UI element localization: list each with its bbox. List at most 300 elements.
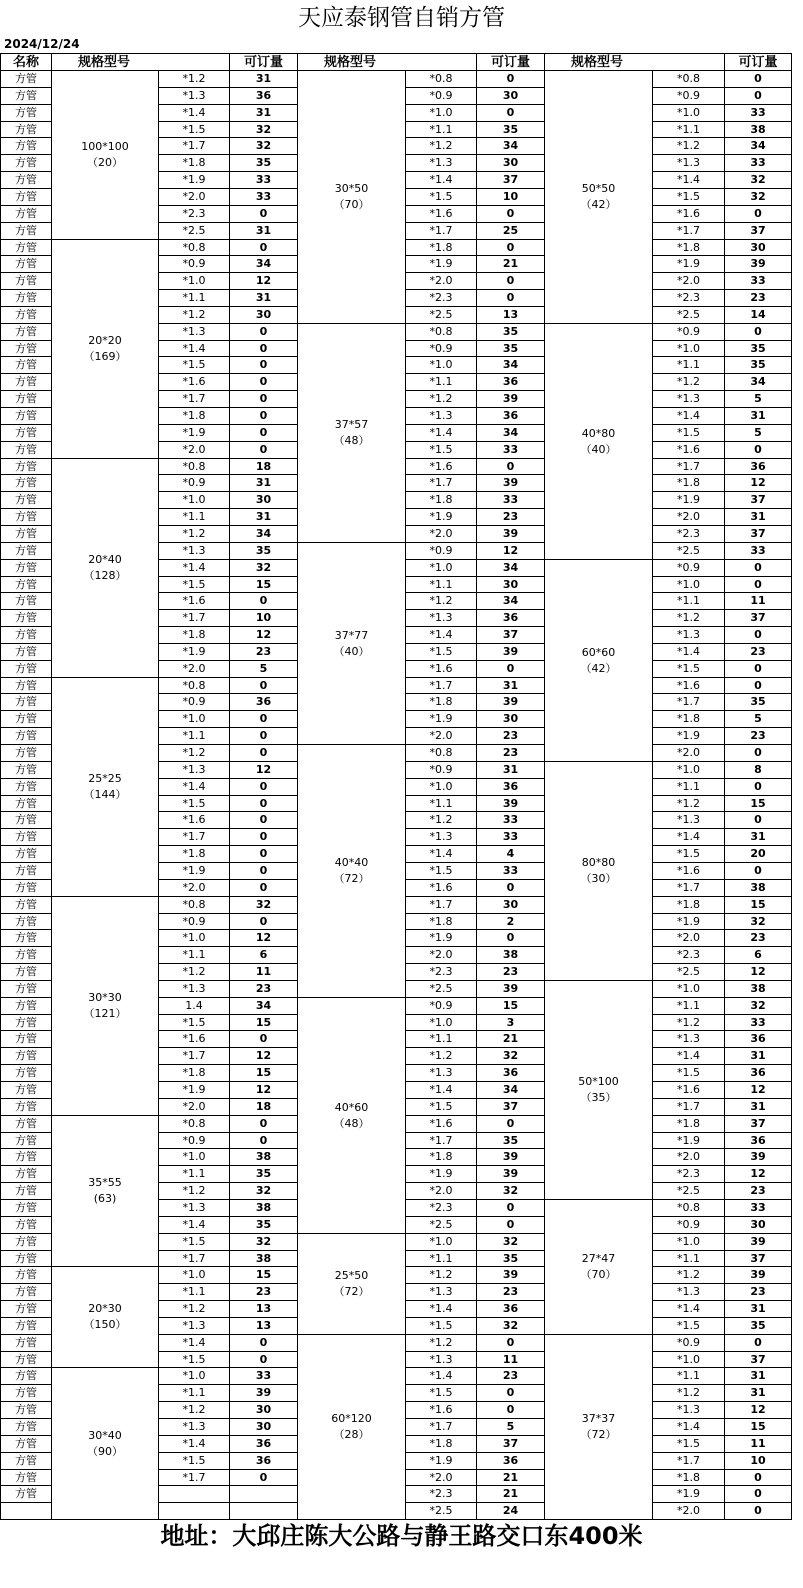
thickness-cell: *1.8 (159, 155, 230, 172)
quantity-cell: 0 (230, 391, 298, 408)
thickness-cell: *1.9 (653, 1486, 725, 1503)
quantity-cell: 0 (725, 1470, 792, 1486)
row-name: 方管 (0, 526, 52, 543)
size-group-20x20 (52, 240, 159, 459)
header-qty: 可订量 (230, 53, 298, 71)
thickness-cell: *1.9 (406, 930, 477, 947)
quantity-cell: 37 (725, 1116, 792, 1133)
row-name: 方管 (0, 1149, 52, 1166)
row-name: 方管 (0, 189, 52, 206)
quantity-cell: 15 (230, 1267, 298, 1284)
thickness-cell: *1.4 (653, 1301, 725, 1318)
quantity-cell: 30 (477, 897, 545, 914)
quantity-cell: 34 (725, 374, 792, 391)
thickness-cell: *1.3 (406, 1352, 477, 1368)
size-spec: 25*50 (334, 1269, 369, 1282)
thickness-cell: *1.8 (653, 1470, 725, 1486)
quantity-cell: 21 (477, 1470, 545, 1486)
row-name: 方管 (0, 1470, 52, 1486)
thickness-cell: *1.9 (653, 256, 725, 273)
thickness-cell: *1.2 (406, 1335, 477, 1352)
quantity-cell: 30 (477, 711, 545, 728)
thickness-cell: *1.4 (159, 341, 230, 357)
quantity-cell: 36 (477, 610, 545, 627)
thickness-cell: *1.2 (159, 1301, 230, 1318)
quantity-cell: 0 (230, 796, 298, 812)
quantity-cell: 38 (725, 981, 792, 998)
thickness-cell: *1.2 (653, 1015, 725, 1031)
thickness-cell: *0.8 (159, 1116, 230, 1133)
thickness-cell: *1.7 (406, 223, 477, 240)
quantity-cell: 32 (230, 1234, 298, 1251)
quantity-cell: 34 (477, 138, 545, 155)
quantity-cell: 12 (725, 1402, 792, 1419)
quantity-cell: 13 (230, 1318, 298, 1335)
thickness-cell: *1.2 (406, 138, 477, 155)
row-name: 方管 (0, 324, 52, 341)
quantity-cell: 11 (725, 1436, 792, 1453)
row-name: 方管 (0, 1133, 52, 1149)
thickness-cell: *1.3 (406, 1065, 477, 1082)
thickness-cell: *1.9 (406, 711, 477, 728)
quantity-cell: 35 (477, 324, 545, 341)
quantity-cell: 33 (477, 863, 545, 880)
thickness-cell: *0.9 (159, 475, 230, 492)
quantity-cell: 0 (230, 745, 298, 762)
row-name: 方管 (0, 172, 52, 189)
thickness-cell: *2.3 (406, 964, 477, 981)
row-name: 方管 (0, 1217, 52, 1234)
thickness-cell: *1.6 (653, 678, 725, 694)
size-spec: 30*50 (334, 182, 369, 195)
thickness-cell: *1.8 (406, 1149, 477, 1166)
thickness-cell: *0.9 (653, 324, 725, 341)
row-name: 方管 (0, 475, 52, 492)
thickness-cell: *2.5 (653, 964, 725, 981)
quantity-cell: 23 (725, 1183, 792, 1200)
thickness-cell: *1.0 (653, 762, 725, 779)
thickness-cell: *1.6 (159, 593, 230, 610)
row-name: 方管 (0, 509, 52, 526)
thickness-cell: *1.5 (653, 189, 725, 206)
thickness-cell: *1.8 (406, 914, 477, 930)
size-spec: 60*120 (331, 1412, 372, 1425)
thickness-cell: *1.4 (159, 1436, 230, 1453)
quantity-cell: 0 (230, 846, 298, 863)
quantity-cell: 37 (725, 223, 792, 240)
thickness-cell: *1.8 (406, 694, 477, 711)
row-name: 方管 (0, 256, 52, 273)
thickness-cell: *1.5 (653, 425, 725, 442)
quantity-cell: 37 (725, 1251, 792, 1267)
quantity-cell: 36 (230, 1436, 298, 1453)
size-group-30x30 (52, 897, 159, 1116)
quantity-cell: 34 (477, 1082, 545, 1099)
row-name: 方管 (0, 694, 52, 711)
thickness-cell: *1.0 (159, 492, 230, 509)
size-group-25x50 (298, 1234, 406, 1335)
quantity-cell: 31 (725, 1048, 792, 1065)
thickness-cell: *1.7 (653, 459, 725, 475)
row-name: 方管 (0, 307, 52, 324)
thickness-cell: *0.8 (406, 71, 477, 88)
quantity-cell: 31 (725, 509, 792, 526)
quantity-cell: 0 (230, 1031, 298, 1048)
quantity-cell: 36 (477, 1065, 545, 1082)
quantity-cell: 11 (230, 964, 298, 981)
thickness-cell: *1.2 (653, 1385, 725, 1402)
quantity-cell: 12 (230, 1048, 298, 1065)
quantity-cell: 30 (230, 492, 298, 509)
thickness-cell: *1.2 (653, 796, 725, 812)
quantity-cell: 18 (230, 459, 298, 475)
quantity-cell: 36 (230, 1453, 298, 1470)
thickness-cell: *0.8 (653, 1200, 725, 1217)
quantity-cell: 39 (477, 796, 545, 812)
thickness-cell: *1.3 (406, 829, 477, 846)
thickness-cell (159, 1486, 230, 1503)
thickness-cell: *1.3 (159, 762, 230, 779)
thickness-cell: *0.9 (406, 998, 477, 1015)
quantity-cell: 36 (477, 1301, 545, 1318)
size-count: （144） (83, 788, 127, 801)
row-name: 方管 (0, 560, 52, 577)
quantity-cell: 0 (477, 880, 545, 897)
quantity-cell: 39 (725, 1267, 792, 1284)
thickness-cell: *1.5 (159, 122, 230, 138)
address-footer (0, 1514, 803, 1558)
thickness-cell: *2.5 (653, 543, 725, 560)
quantity-cell: 15 (230, 1065, 298, 1082)
quantity-cell: 0 (230, 678, 298, 694)
row-name: 方管 (0, 357, 52, 374)
quantity-cell: 0 (477, 1402, 545, 1419)
thickness-cell: *1.7 (653, 694, 725, 711)
thickness-cell: *0.9 (406, 88, 477, 105)
thickness-cell: *1.0 (653, 981, 725, 998)
quantity-cell: 0 (725, 1486, 792, 1503)
thickness-cell: *1.7 (159, 138, 230, 155)
thickness-cell: *2.0 (653, 1149, 725, 1166)
row-name: 方管 (0, 930, 52, 947)
quantity-cell: 30 (725, 1217, 792, 1234)
quantity-cell: 0 (477, 661, 545, 678)
thickness-cell: *1.4 (653, 1419, 725, 1436)
quantity-cell: 0 (230, 341, 298, 357)
size-group-50x50 (545, 71, 653, 324)
thickness-cell: *0.9 (406, 543, 477, 560)
thickness-cell: *1.0 (653, 1234, 725, 1251)
thickness-cell: *1.6 (159, 1031, 230, 1048)
row-name: 方管 (0, 1486, 52, 1503)
thickness-cell: *1.7 (406, 897, 477, 914)
quantity-cell: 15 (725, 1419, 792, 1436)
header-qty: 可订量 (725, 53, 792, 71)
thickness-cell: *1.7 (653, 1099, 725, 1116)
thickness-cell: *1.6 (406, 1116, 477, 1133)
thickness-cell: *2.3 (406, 1486, 477, 1503)
quantity-cell: 14 (725, 307, 792, 324)
thickness-cell: *1.5 (653, 661, 725, 678)
quantity-cell: 21 (477, 1031, 545, 1048)
thickness-cell: *1.8 (406, 1436, 477, 1453)
thickness-cell: *1.1 (653, 122, 725, 138)
size-spec: 40*40 (334, 856, 369, 869)
thickness-cell: *1.3 (653, 1284, 725, 1301)
report-date: 2024/12/24 (4, 37, 80, 51)
quantity-cell: 37 (725, 492, 792, 509)
thickness-cell: *1.3 (159, 1200, 230, 1217)
size-count: （128） (83, 569, 127, 582)
quantity-cell: 37 (477, 1436, 545, 1453)
size-group-100x100 (52, 71, 159, 240)
quantity-cell: 38 (725, 880, 792, 897)
quantity-cell: 31 (230, 223, 298, 240)
thickness-cell: *1.5 (406, 1318, 477, 1335)
thickness-cell: *1.7 (159, 610, 230, 627)
thickness-cell: *1.6 (406, 661, 477, 678)
size-group-30x50 (298, 71, 406, 324)
thickness-cell: *1.4 (159, 1335, 230, 1352)
size-group-40x80 (545, 324, 653, 560)
row-name: 方管 (0, 1048, 52, 1065)
size-spec: 35*55 (88, 1176, 122, 1189)
row-name: 方管 (0, 796, 52, 812)
quantity-cell: 15 (477, 998, 545, 1015)
quantity-cell: 37 (477, 627, 545, 644)
size-count: （42） (580, 661, 617, 675)
thickness-cell: *2.3 (653, 1166, 725, 1183)
quantity-cell: 0 (725, 1335, 792, 1352)
size-group-25x25 (52, 678, 159, 897)
header-name: 名称 (0, 53, 52, 71)
quantity-cell: 10 (477, 189, 545, 206)
thickness-cell: *1.2 (653, 610, 725, 627)
quantity-cell: 0 (230, 593, 298, 610)
thickness-cell: *1.6 (406, 880, 477, 897)
quantity-cell: 15 (230, 1015, 298, 1031)
thickness-cell: *0.9 (653, 1335, 725, 1352)
quantity-cell: 23 (230, 981, 298, 998)
thickness-cell: *1.4 (653, 644, 725, 661)
thickness-cell: *1.1 (406, 374, 477, 391)
quantity-cell: 25 (477, 223, 545, 240)
quantity-cell: 0 (477, 930, 545, 947)
quantity-cell: 35 (725, 357, 792, 374)
thickness-cell: *1.6 (653, 1082, 725, 1099)
quantity-cell: 23 (477, 728, 545, 745)
size-count: （48） (333, 1116, 370, 1130)
thickness-cell: *1.5 (406, 863, 477, 880)
row-name: 方管 (0, 1301, 52, 1318)
quantity-cell: 0 (230, 914, 298, 930)
quantity-cell: 38 (477, 947, 545, 964)
size-spec: 50*50 (581, 182, 616, 195)
thickness-cell: *1.5 (406, 189, 477, 206)
quantity-cell: 39 (477, 981, 545, 998)
quantity-cell: 23 (725, 728, 792, 745)
thickness-cell: *1.9 (159, 172, 230, 189)
thickness-cell: *1.1 (653, 998, 725, 1015)
quantity-cell: 36 (725, 1031, 792, 1048)
thickness-cell: *1.4 (406, 172, 477, 189)
thickness-cell: *1.1 (653, 357, 725, 374)
quantity-cell: 30 (230, 1402, 298, 1419)
thickness-cell: *1.7 (653, 1453, 725, 1470)
thickness-cell: *1.6 (653, 206, 725, 223)
quantity-cell: 0 (725, 678, 792, 694)
size-count: （121） (83, 1007, 127, 1020)
size-spec: 50*100 (578, 1075, 619, 1088)
quantity-cell: 31 (477, 678, 545, 694)
quantity-cell: 0 (477, 240, 545, 256)
quantity-cell: 36 (230, 88, 298, 105)
thickness-cell: *0.8 (406, 745, 477, 762)
thickness-cell: *1.5 (159, 796, 230, 812)
quantity-cell: 0 (230, 863, 298, 880)
row-name: 方管 (0, 762, 52, 779)
size-group-80x80 (545, 762, 653, 981)
thickness-cell: *1.3 (159, 1318, 230, 1335)
thickness-cell: *2.0 (159, 1099, 230, 1116)
quantity-cell: 4 (477, 846, 545, 863)
row-name: 方管 (0, 998, 52, 1015)
size-spec: 27*47 (581, 1252, 616, 1265)
row-name: 方管 (0, 577, 52, 593)
quantity-cell: 38 (230, 1251, 298, 1267)
quantity-cell: 0 (230, 1116, 298, 1133)
quantity-cell: 32 (725, 172, 792, 189)
quantity-cell: 0 (230, 408, 298, 425)
thickness-cell: *1.2 (159, 1183, 230, 1200)
row-name: 方管 (0, 644, 52, 661)
thickness-cell: *1.3 (653, 1031, 725, 1048)
thickness-cell: *1.2 (159, 307, 230, 324)
thickness-cell: *1.8 (159, 627, 230, 644)
thickness-cell: *1.7 (406, 678, 477, 694)
row-name: 方管 (0, 290, 52, 307)
thickness-cell: *1.8 (653, 1116, 725, 1133)
thickness-cell: *0.8 (653, 71, 725, 88)
quantity-cell: 10 (725, 1453, 792, 1470)
row-name: 方管 (0, 711, 52, 728)
thickness-cell: *1.0 (159, 1149, 230, 1166)
thickness-cell: *1.4 (406, 627, 477, 644)
size-group-60x120 (298, 1335, 406, 1520)
row-name: 方管 (0, 1284, 52, 1301)
thickness-cell: *2.3 (406, 1200, 477, 1217)
thickness-cell: *1.4 (653, 408, 725, 425)
thickness-cell: *2.3 (653, 290, 725, 307)
quantity-cell: 30 (230, 307, 298, 324)
thickness-cell: *1.1 (406, 122, 477, 138)
quantity-cell: 21 (477, 256, 545, 273)
thickness-cell: *2.3 (653, 526, 725, 543)
quantity-cell: 39 (477, 1149, 545, 1166)
thickness-cell: *1.3 (653, 1402, 725, 1419)
size-count: （40） (580, 442, 617, 456)
thickness-cell: *1.0 (159, 273, 230, 290)
quantity-cell: 12 (230, 627, 298, 644)
quantity-cell: 39 (230, 1385, 298, 1402)
thickness-cell: *1.3 (159, 543, 230, 560)
thickness-cell: *1.0 (406, 357, 477, 374)
size-spec: 20*40 (88, 553, 122, 566)
row-name: 方管 (0, 829, 52, 846)
thickness-cell: *1.6 (159, 374, 230, 391)
quantity-cell: 34 (477, 357, 545, 374)
quantity-cell: 15 (725, 796, 792, 812)
row-name: 方管 (0, 779, 52, 796)
row-name: 方管 (0, 442, 52, 459)
thickness-cell: *1.6 (406, 1402, 477, 1419)
thickness-cell: *1.6 (653, 863, 725, 880)
quantity-cell: 0 (230, 1352, 298, 1368)
address-unit: 米 (618, 1521, 643, 1550)
thickness-cell: *2.0 (653, 273, 725, 290)
thickness-cell: *1.2 (406, 812, 477, 829)
size-count: （72） (333, 872, 370, 885)
quantity-cell: 6 (725, 947, 792, 964)
size-count: （72） (580, 1428, 617, 1441)
row-name: 方管 (0, 880, 52, 897)
size-count: (63) (93, 1192, 117, 1205)
thickness-cell: *1.0 (159, 1267, 230, 1284)
quantity-cell: 0 (477, 71, 545, 88)
quantity-cell: 39 (477, 644, 545, 661)
quantity-cell: 23 (725, 1284, 792, 1301)
row-name: 方管 (0, 138, 52, 155)
page-title: 天应泰钢管自销方管 (298, 5, 505, 31)
thickness-cell: *1.3 (653, 155, 725, 172)
thickness-cell: *1.5 (159, 1453, 230, 1470)
quantity-cell: 33 (477, 442, 545, 459)
quantity-cell: 32 (230, 897, 298, 914)
quantity-cell: 39 (477, 526, 545, 543)
thickness-cell: *1.0 (406, 779, 477, 796)
quantity-cell: 21 (477, 1486, 545, 1503)
size-spec: 60*60 (581, 645, 616, 659)
thickness-cell: *1.5 (159, 357, 230, 374)
size-group-20x40 (52, 459, 159, 678)
row-name: 方管 (0, 1200, 52, 1217)
quantity-cell: 35 (230, 543, 298, 560)
quantity-cell: 34 (230, 998, 298, 1015)
quantity-cell: 32 (725, 998, 792, 1015)
thickness-cell: *1.9 (159, 863, 230, 880)
thickness-cell: *1.7 (406, 1419, 477, 1436)
row-name: 方管 (0, 1368, 52, 1385)
thickness-cell: *1.9 (159, 1082, 230, 1099)
quantity-cell: 5 (477, 1419, 545, 1436)
thickness-cell: *2.0 (159, 661, 230, 678)
size-group-50x100 (545, 981, 653, 1200)
quantity-cell: 35 (725, 341, 792, 357)
thickness-cell: 1.4 (159, 998, 230, 1015)
row-name: 方管 (0, 543, 52, 560)
row-name: 方管 (0, 391, 52, 408)
quantity-cell: 5 (725, 711, 792, 728)
size-count: （42） (580, 198, 617, 211)
thickness-cell: *1.6 (406, 459, 477, 475)
row-name: 方管 (0, 408, 52, 425)
quantity-cell: 30 (477, 88, 545, 105)
row-name: 方管 (0, 122, 52, 138)
thickness-cell: *2.0 (653, 509, 725, 526)
thickness-cell: *1.9 (653, 492, 725, 509)
size-group-37x57 (298, 324, 406, 543)
thickness-cell: *2.3 (159, 206, 230, 223)
